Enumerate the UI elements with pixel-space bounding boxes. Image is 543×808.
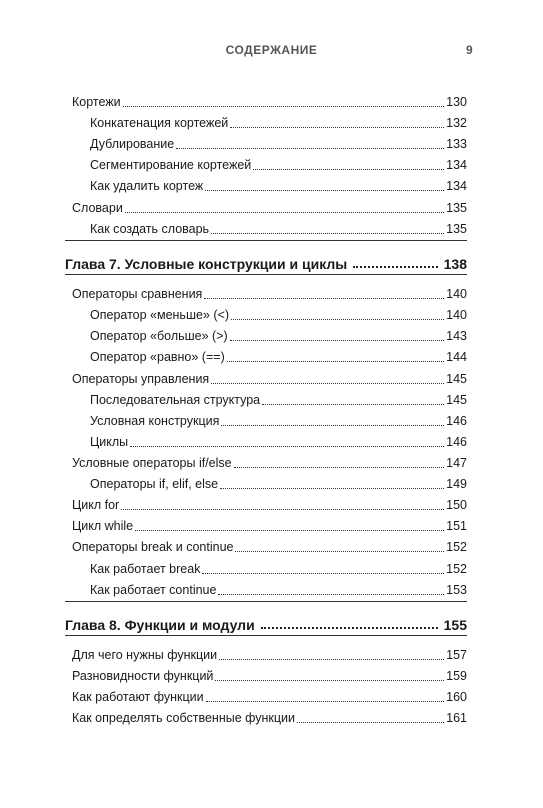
toc-entry-label: Цикл for xyxy=(72,498,120,512)
toc-entry-label: Цикл while xyxy=(72,519,134,533)
toc-entry xyxy=(90,113,467,131)
toc-entry xyxy=(90,305,467,323)
toc-entry-label: Как удалить кортеж xyxy=(90,179,204,193)
toc-entry-label: Условные операторы if/else xyxy=(72,456,232,470)
dot-leader xyxy=(218,594,444,595)
running-title: СОДЕРЖАНИЕ xyxy=(225,43,318,57)
toc-entry xyxy=(72,666,467,684)
chapter-divider-line xyxy=(65,274,467,275)
toc-entry xyxy=(72,645,467,663)
toc-entry-label: Операторы if, elif, else xyxy=(90,477,219,491)
toc-entry-page: 151 xyxy=(446,519,467,533)
toc-entry-page: 147 xyxy=(446,456,467,470)
dot-leader xyxy=(202,573,444,574)
toc-entry-page: 144 xyxy=(446,350,467,364)
toc-chapter-entry xyxy=(65,250,467,272)
toc-entry-page: 150 xyxy=(446,498,467,512)
toc-entry-page: 135 xyxy=(446,201,467,215)
dot-leader xyxy=(204,298,444,299)
toc-entry-page: 146 xyxy=(446,435,467,449)
toc-entry-label: Как создать словарь xyxy=(90,222,210,236)
dot-leader xyxy=(176,148,444,149)
toc-entry xyxy=(72,92,467,110)
dot-leader xyxy=(230,340,444,341)
dot-leader xyxy=(221,425,444,426)
dot-leader xyxy=(135,530,444,531)
dot-leader xyxy=(230,127,444,128)
toc-entry-page: 157 xyxy=(446,648,467,662)
toc-entry-label: Сегментирование кортежей xyxy=(90,158,252,172)
toc-entry xyxy=(72,516,467,534)
toc-entry-label: Дублирование xyxy=(90,137,175,151)
toc-entry-page: 152 xyxy=(446,562,467,576)
toc-entry xyxy=(90,390,467,408)
toc-entry-label: Условная конструкция xyxy=(90,414,220,428)
toc-entry-page: 140 xyxy=(446,287,467,301)
dot-leader xyxy=(211,383,444,384)
toc-entry-label: Оператор «равно» (==) xyxy=(90,350,225,364)
toc-entry-page: 159 xyxy=(446,669,467,683)
dot-leader xyxy=(211,233,444,234)
dot-leader xyxy=(297,722,444,723)
toc-entry xyxy=(72,369,467,387)
toc-entry-page: 160 xyxy=(446,690,467,704)
toc-entry-page: 143 xyxy=(446,329,467,343)
dot-leader xyxy=(219,659,444,660)
toc-entry-label: Глава 8. Функции и модули xyxy=(65,617,255,633)
dot-leader xyxy=(235,551,444,552)
toc-entry-label: Циклы xyxy=(90,435,129,449)
toc-entry-page: 138 xyxy=(443,256,467,272)
toc-entry-page: 134 xyxy=(446,179,467,193)
toc-entry-label: Последовательная структура xyxy=(90,393,261,407)
chapter-divider-line xyxy=(65,601,467,602)
dot-leader xyxy=(206,701,445,702)
toc-entry xyxy=(90,347,467,365)
toc-entry-page: 161 xyxy=(446,711,467,725)
toc-entry-page: 146 xyxy=(446,414,467,428)
dot-leader xyxy=(220,488,444,489)
toc-entry-label: Как определять собственные функции xyxy=(72,711,296,725)
dot-leader xyxy=(231,319,444,320)
toc-entry-page: 132 xyxy=(446,116,467,130)
toc-entry xyxy=(72,537,467,555)
toc-entry-page: 140 xyxy=(446,308,467,322)
toc-entry-label: Конкатенация кортежей xyxy=(90,116,229,130)
toc-entry-page: 130 xyxy=(446,95,467,109)
toc-entry-label: Глава 7. Условные конструкции и циклы xyxy=(65,256,348,272)
toc-entry-label: Для чего нужны функции xyxy=(72,648,218,662)
toc-entry xyxy=(90,474,467,492)
dot-leader xyxy=(205,190,444,191)
toc-entry-page: 145 xyxy=(446,393,467,407)
toc-entry-label: Операторы управления xyxy=(72,372,210,386)
toc-entry-label: Операторы break и continue xyxy=(72,540,234,554)
toc-entry xyxy=(72,708,467,726)
toc-entry xyxy=(72,453,467,471)
chapter-divider-line xyxy=(65,635,467,636)
toc-entry-page: 145 xyxy=(446,372,467,386)
toc-entry-label: Как работает break xyxy=(90,562,201,576)
toc-entry-page: 149 xyxy=(446,477,467,491)
toc-entry-page: 135 xyxy=(446,222,467,236)
toc-entry xyxy=(72,687,467,705)
toc-entry-page: 134 xyxy=(446,158,467,172)
toc-entry xyxy=(90,432,467,450)
toc-entry-page: 153 xyxy=(446,583,467,597)
toc-entry-label: Разновидности функций xyxy=(72,669,214,683)
toc-entry-label: Операторы сравнения xyxy=(72,287,203,301)
toc-entry-label: Оператор «больше» (>) xyxy=(90,329,228,343)
dot-leader xyxy=(130,446,444,447)
dot-leader xyxy=(123,106,444,107)
dot-leader xyxy=(262,404,444,405)
dot-leader xyxy=(261,627,438,629)
toc-entry-label: Как работают функции xyxy=(72,690,204,704)
dot-leader xyxy=(125,212,444,213)
dot-leader xyxy=(353,266,437,268)
toc-entry xyxy=(90,411,467,429)
toc-entry xyxy=(72,198,467,216)
dot-leader xyxy=(215,680,444,681)
chapter-divider-line xyxy=(65,240,467,241)
toc-entry xyxy=(90,326,467,344)
toc-entry xyxy=(90,155,467,173)
toc-entry-page: 152 xyxy=(446,540,467,554)
toc-entry xyxy=(72,495,467,513)
toc-entry-label: Как работает continue xyxy=(90,583,217,597)
toc-entry-page: 155 xyxy=(443,617,467,633)
toc-entry-label: Оператор «меньше» (<) xyxy=(90,308,229,322)
toc-entry xyxy=(90,559,467,577)
toc-entry-page: 133 xyxy=(446,137,467,151)
toc-entry xyxy=(90,134,467,152)
toc-chapter-entry xyxy=(65,611,467,633)
dot-leader xyxy=(227,361,444,362)
toc-entry-label: Словари xyxy=(72,201,123,215)
dot-leader xyxy=(253,169,444,170)
toc-entry xyxy=(72,284,467,302)
page-header xyxy=(0,43,543,63)
toc-entry xyxy=(90,176,467,194)
dot-leader xyxy=(121,509,444,510)
dot-leader xyxy=(234,467,445,468)
toc-entry-label: Кортежи xyxy=(72,95,121,109)
toc-entry xyxy=(90,219,467,237)
toc-entry xyxy=(90,580,467,598)
page-number: 9 xyxy=(466,43,473,57)
